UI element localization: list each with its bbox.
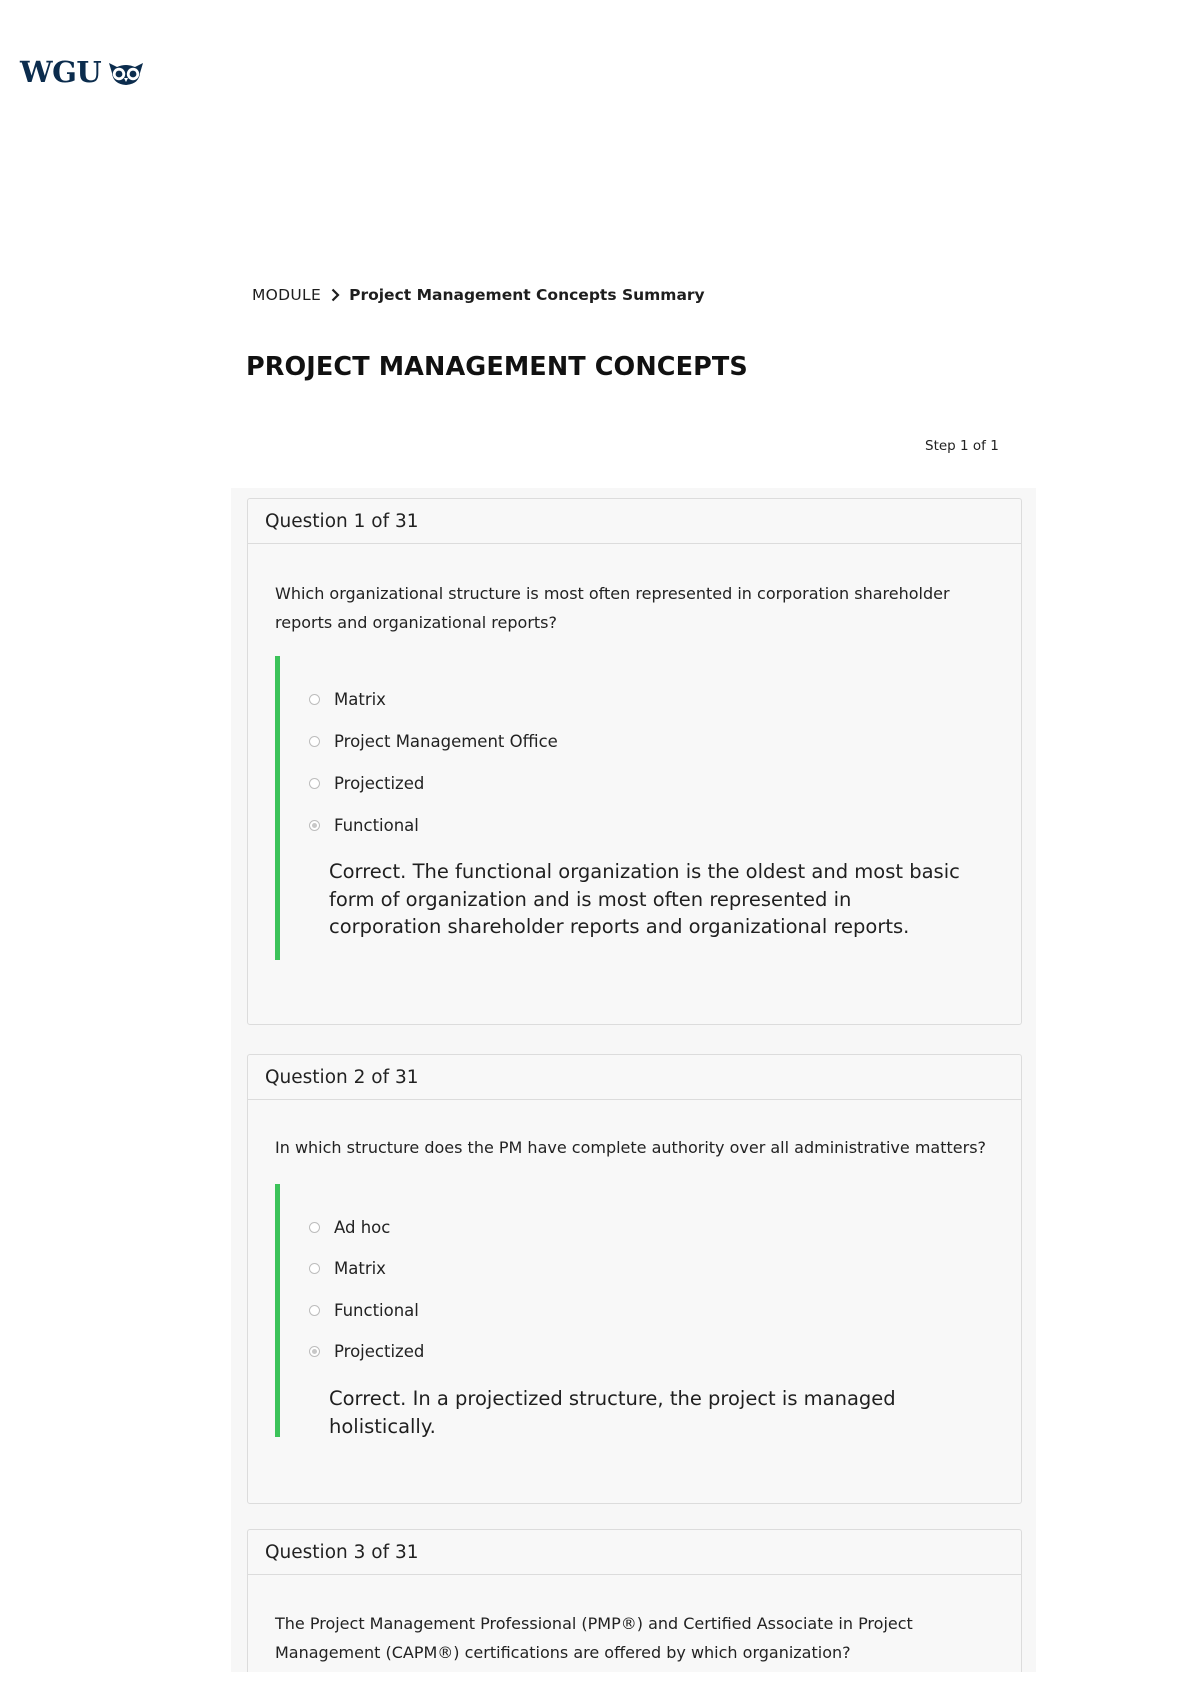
answer-feedback: Correct. The functional organization is the oldest and most basic form of organization and is most often represented in corporation shareholder reports and organizational reports. <box>329 860 960 938</box>
radio-button-selected[interactable] <box>309 820 320 831</box>
breadcrumb-current: Project Management Concepts Summary <box>349 286 705 304</box>
chevron-right-icon <box>331 288 340 302</box>
radio-button[interactable] <box>309 1222 320 1233</box>
radio-button[interactable] <box>309 1263 320 1274</box>
owl-icon <box>107 60 145 86</box>
option-label: Ad hoc <box>334 1218 391 1237</box>
answer-feedback: Correct. In a projectized structure, the project is managed holistically. <box>329 1387 896 1438</box>
question-text: Which organizational structure is most often represented in corporation shareholder reports and organizational reports? <box>275 584 950 632</box>
page-title: PROJECT MANAGEMENT CONCEPTS <box>246 352 748 382</box>
question-text: In which structure does the PM have complete authority over all administrative matters? <box>275 1138 987 1157</box>
breadcrumb-module-link[interactable]: MODULE <box>252 286 322 304</box>
option-label: Projectized <box>334 1342 425 1361</box>
option-label: Matrix <box>334 1259 386 1278</box>
answer-option[interactable] <box>309 1301 419 1320</box>
option-label: Projectized <box>334 774 425 793</box>
breadcrumb <box>252 286 705 304</box>
question-card <box>247 1054 1022 1504</box>
radio-button-selected[interactable] <box>309 1346 320 1357</box>
question-header: Question 2 of 31 <box>248 1055 1021 1100</box>
question-header: Question 1 of 31 <box>248 499 1021 544</box>
answer-option[interactable] <box>309 816 419 835</box>
question-header: Question 3 of 31 <box>248 1530 1021 1575</box>
option-label: Project Management Office <box>334 732 558 751</box>
question-text: The Project Management Professional (PMP®) and Certified Associate in Project Management (CAPM®) certifications are offered by which organization? <box>275 1614 913 1662</box>
answer-option[interactable] <box>309 774 424 793</box>
wgu-logo[interactable] <box>20 55 145 89</box>
option-label: Functional <box>334 816 419 835</box>
logo-text: WGU <box>20 55 102 89</box>
radio-button[interactable] <box>309 778 320 789</box>
answer-option[interactable] <box>309 1342 424 1361</box>
option-label: Functional <box>334 1301 419 1320</box>
radio-button[interactable] <box>309 736 320 747</box>
answer-group <box>275 656 991 960</box>
radio-button[interactable] <box>309 1305 320 1316</box>
answer-group <box>275 1184 991 1437</box>
answer-option[interactable] <box>309 1218 390 1237</box>
answer-option[interactable] <box>309 1259 386 1278</box>
step-indicator: Step 1 of 1 <box>925 438 999 454</box>
answer-option[interactable] <box>309 732 558 751</box>
radio-button[interactable] <box>309 694 320 705</box>
question-card <box>247 498 1022 1025</box>
answer-option[interactable] <box>309 690 386 709</box>
option-label: Matrix <box>334 690 386 709</box>
question-card <box>247 1529 1022 1672</box>
quiz-panel <box>231 488 1036 1672</box>
